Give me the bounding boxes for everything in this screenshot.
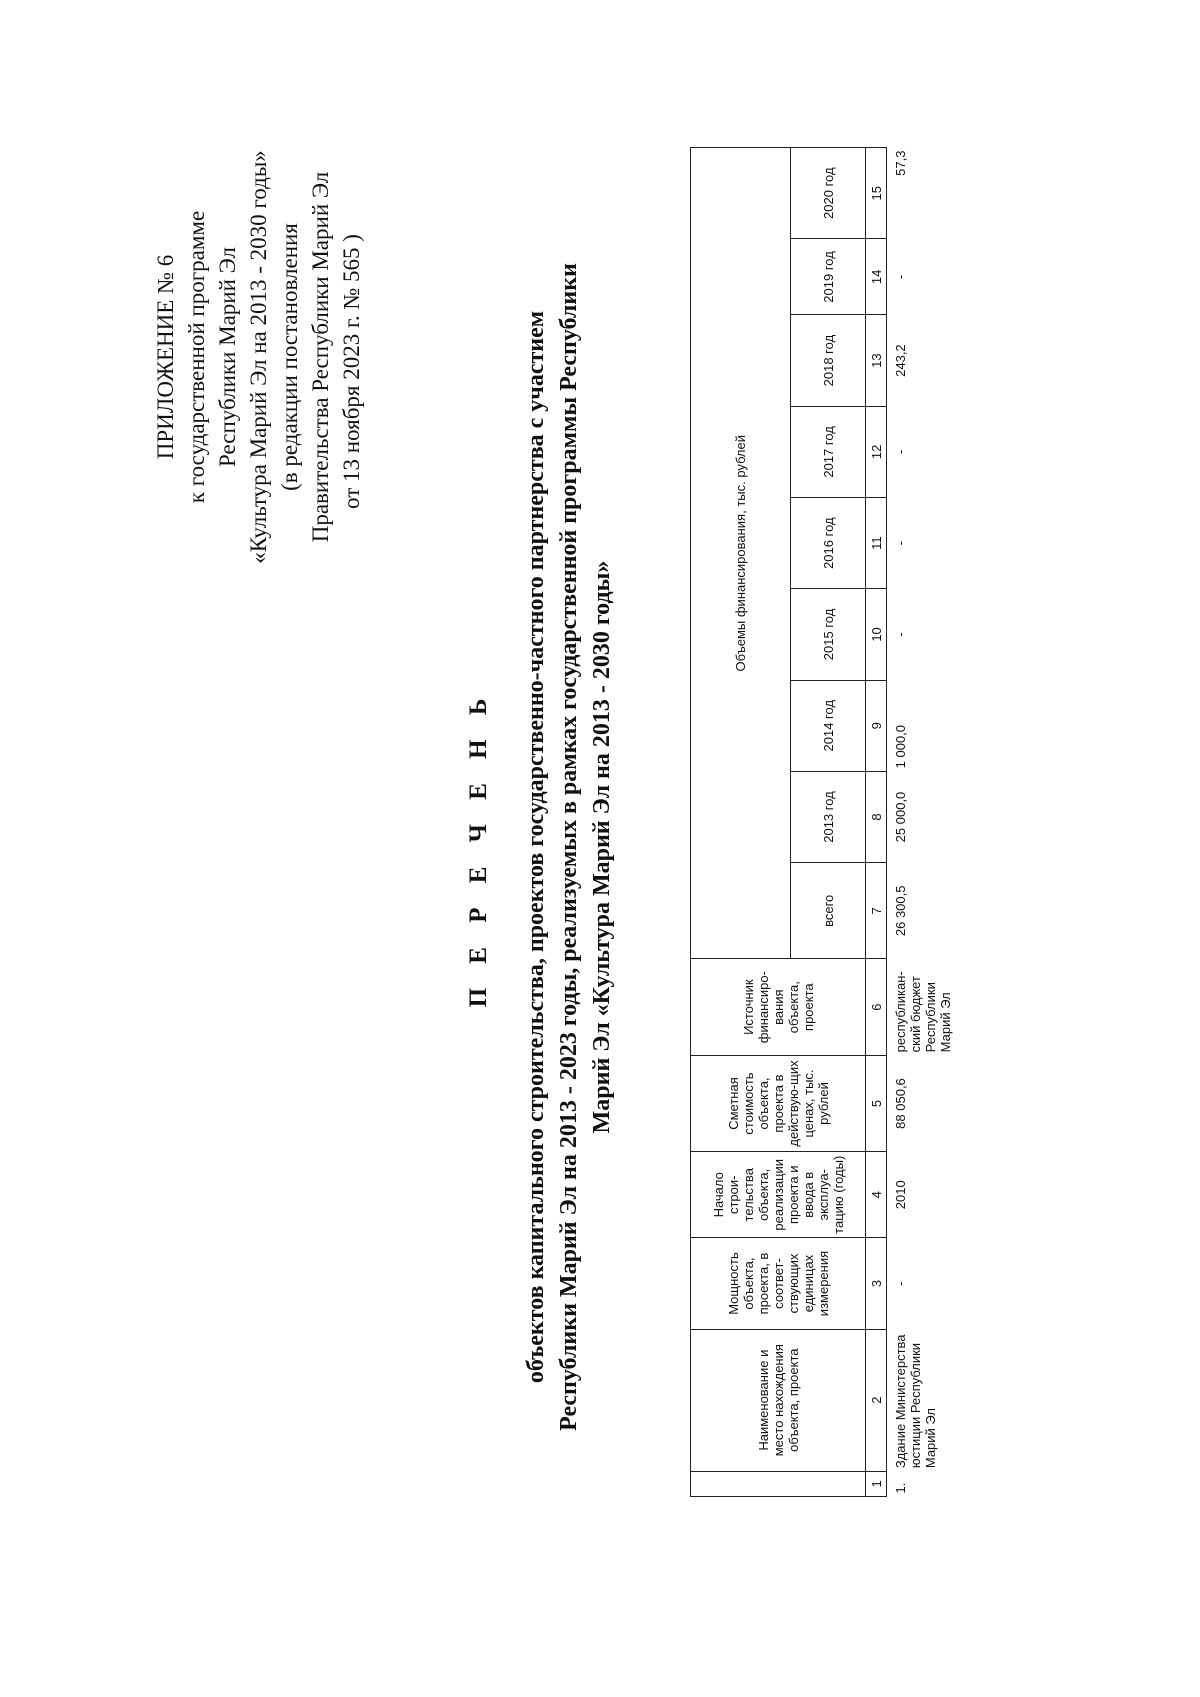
subtitle-line: Республики Марий Эл на 2013 - 2023 годы, реализуемых в рамках государственной программы Республики (556, 263, 582, 1431)
header-cost: Сметная стоимость объекта, проекта в действую-щих ценах, тыс. рублей (691, 1055, 866, 1151)
funding-2015: - (893, 632, 908, 637)
funding-total: 26 300,5 (893, 885, 908, 937)
column-number: 2 (866, 1329, 887, 1471)
column-number: 3 (866, 1238, 887, 1329)
table-row (887, 148, 986, 1497)
object-cost: 88 050,6 (893, 1078, 908, 1129)
funding-2020: 57,3 (893, 150, 908, 176)
header-year: 2016 год (791, 498, 866, 589)
column-number: 9 (866, 680, 887, 771)
column-number: 4 (866, 1152, 887, 1238)
funding-2018: 243,2 (893, 344, 908, 377)
column-number: 13 (866, 315, 887, 406)
column-number: 8 (866, 771, 887, 862)
appendix-line: Правительства Республики Марий Эл (308, 171, 333, 543)
subtitle-line: объектов капитального строительства, проектов государственно-частного партнерства с участием (523, 310, 549, 1384)
column-numbers-row (866, 148, 887, 1497)
column-number: 7 (866, 863, 887, 959)
header-volumes: Объемы финансирования, тыс. рублей (691, 148, 791, 959)
appendix-block (150, 147, 367, 567)
object-capacity: - (893, 1281, 908, 1286)
appendix-line: Республики Марий Эл (215, 246, 240, 468)
column-number: 15 (866, 148, 887, 239)
column-number: 5 (866, 1055, 887, 1151)
header-start: Начало строи-тельства объекта, реализации проекта и ввода в эксплуа-тацию (годы) (691, 1152, 866, 1238)
column-number: 14 (866, 239, 887, 315)
document-subtitle (520, 207, 619, 1487)
date-prefix: от (339, 487, 364, 509)
funding-2013: 25 000,0 (893, 791, 908, 843)
header-year: 2014 год (791, 680, 866, 771)
object-name: Здание Министерства юстиции Республики Марий Эл (893, 1334, 938, 1469)
appendix-date-line (336, 147, 367, 567)
appendix-title: ПРИЛОЖЕНИЕ № 6 (153, 254, 178, 460)
header-name: Наименование и место нахождения объекта, проекта (691, 1329, 866, 1471)
column-number: 11 (866, 498, 887, 589)
header-capacity: Мощность объекта, проекта, в соответ-ствующих единицах измерения (691, 1238, 866, 1329)
header-year: 2019 год (791, 239, 866, 315)
document-title: П Е Р Е Ч Е Н Ь (465, 689, 492, 1008)
object-source: республикан-ский бюджет Республики Марий Эл (893, 971, 953, 1053)
date-suffix: ) (339, 234, 364, 242)
column-number: 6 (866, 959, 887, 1055)
appendix-line: к государственной программе (184, 210, 209, 504)
column-number: 12 (866, 406, 887, 497)
projects-table (690, 147, 985, 1497)
header-num (691, 1471, 791, 1496)
header-year: 2013 год (791, 771, 866, 862)
appendix-line: (в редакции постановления (277, 223, 302, 491)
header-total: всего (791, 863, 866, 959)
row-number: 1. (893, 1482, 908, 1494)
funding-2014: 1 000,0 (893, 724, 908, 769)
header-year: 2018 год (791, 315, 866, 406)
funding-2019: - (893, 274, 908, 280)
object-start-year: 2010 (893, 1180, 908, 1210)
header-num-lower (791, 1471, 866, 1496)
date-rest: ноября 2023 г. № 565 (339, 247, 364, 454)
header-year: 2020 год (791, 148, 866, 239)
date-day: 13 (339, 459, 364, 482)
header-source: Источник финансиро-вания объекта, проекта (691, 959, 866, 1055)
header-year: 2017 год (791, 406, 866, 497)
column-number: 1 (866, 1471, 887, 1496)
funding-2016: - (893, 540, 908, 546)
subtitle-line: Марий Эл «Культура Марий Эл на 2013 - 2030 годы» (589, 560, 615, 1134)
appendix-program-name: «Культура Марий Эл на 2013 - 2030 годы» (246, 150, 271, 564)
column-number: 10 (866, 589, 887, 680)
header-year: 2015 год (791, 589, 866, 680)
funding-2017: - (893, 449, 908, 455)
